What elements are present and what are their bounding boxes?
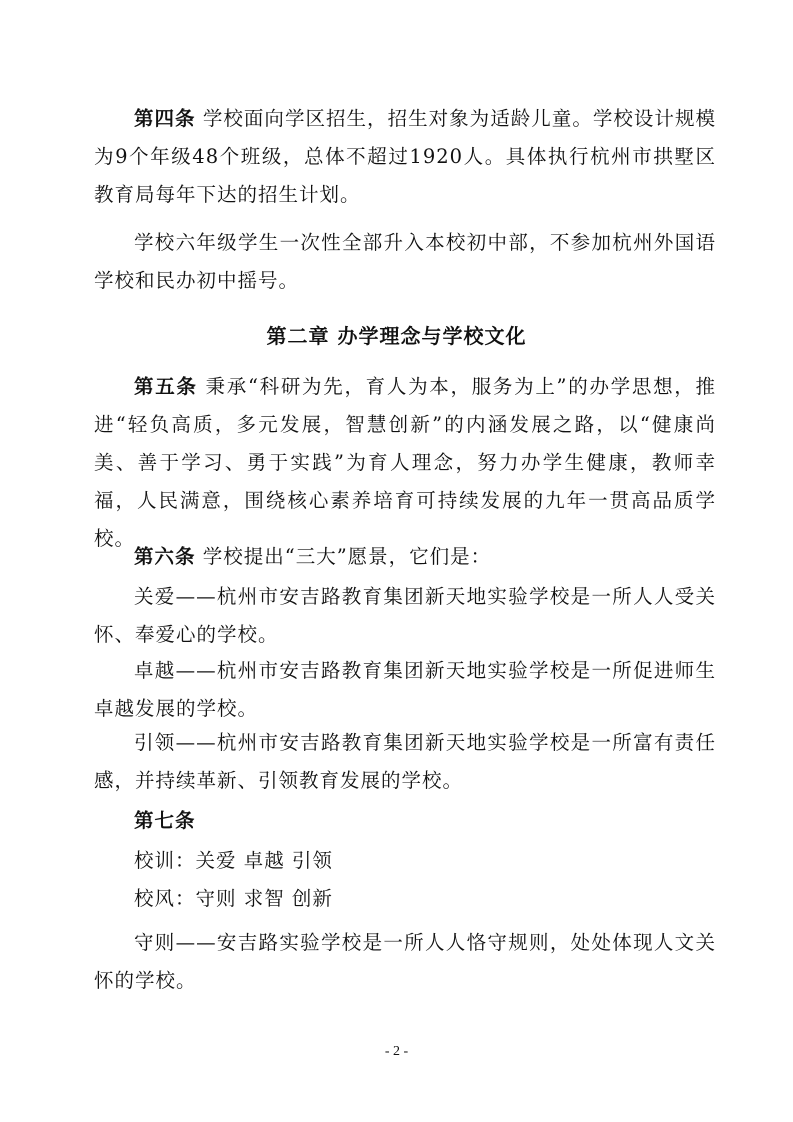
article-7-label: 第七条 [134,809,196,832]
article-6-label: 第六条 [134,545,196,568]
article-7-paragraph [94,802,716,840]
vision-excellence-paragraph: 卓越——杭州市安吉路教育集团新天地实验学校是一所促进师生卓越发展的学校。 [94,659,716,720]
article-4-paragraph [94,100,716,214]
article-6-paragraph [94,538,716,576]
article-5-label: 第五条 [134,375,198,398]
school-motto: 校训：关爱 卓越 引领 [134,849,333,872]
article-5-text: 秉承“科研为先，育人为本，服务为上”的办学思想，推进“轻负高质，多元发展，智慧创新”的内涵发展之路，以“健康尚美、善于学习、勇于实践”为育人理念，努力办学生健康，教师幸福，人民满意，围绕核心素养培育可持续发展的九年一贯高品质学校。 [94,375,716,550]
chapter-title: 第二章 办学理念与学校文化 [266,324,527,348]
article-4-label: 第四条 [134,107,196,130]
article-4-paragraph-2: 学校六年级学生一次性全部升入本校初中部，不参加杭州外国语学校和民办初中摇号。 [94,231,716,292]
page-number: - 2 - [384,1044,409,1059]
ethos-rules-paragraph: 守则——安吉路实验学校是一所人人恪守规则，处处体现人文关怀的学校。 [94,931,716,992]
school-ethos: 校风：守则 求智 创新 [134,887,333,910]
article-4-text: 学校面向学区招生，招生对象为适龄儿童。学校设计规模为9个年级48个班级，总体不超过1920人。具体执行杭州市拱墅区教育局每年下达的招生计划。 [94,107,716,206]
article-6-text: 学校提出“三大”愿景，它们是： [202,545,492,568]
article-5-paragraph [94,368,716,558]
vision-care-paragraph: 关爱——杭州市安吉路教育集团新天地实验学校是一所人人受关怀、奉爱心的学校。 [94,585,716,646]
vision-leadership-paragraph: 引领——杭州市安吉路教育集团新天地实验学校是一所富有责任感，并持续革新、引领教育发展的学校。 [94,731,716,792]
